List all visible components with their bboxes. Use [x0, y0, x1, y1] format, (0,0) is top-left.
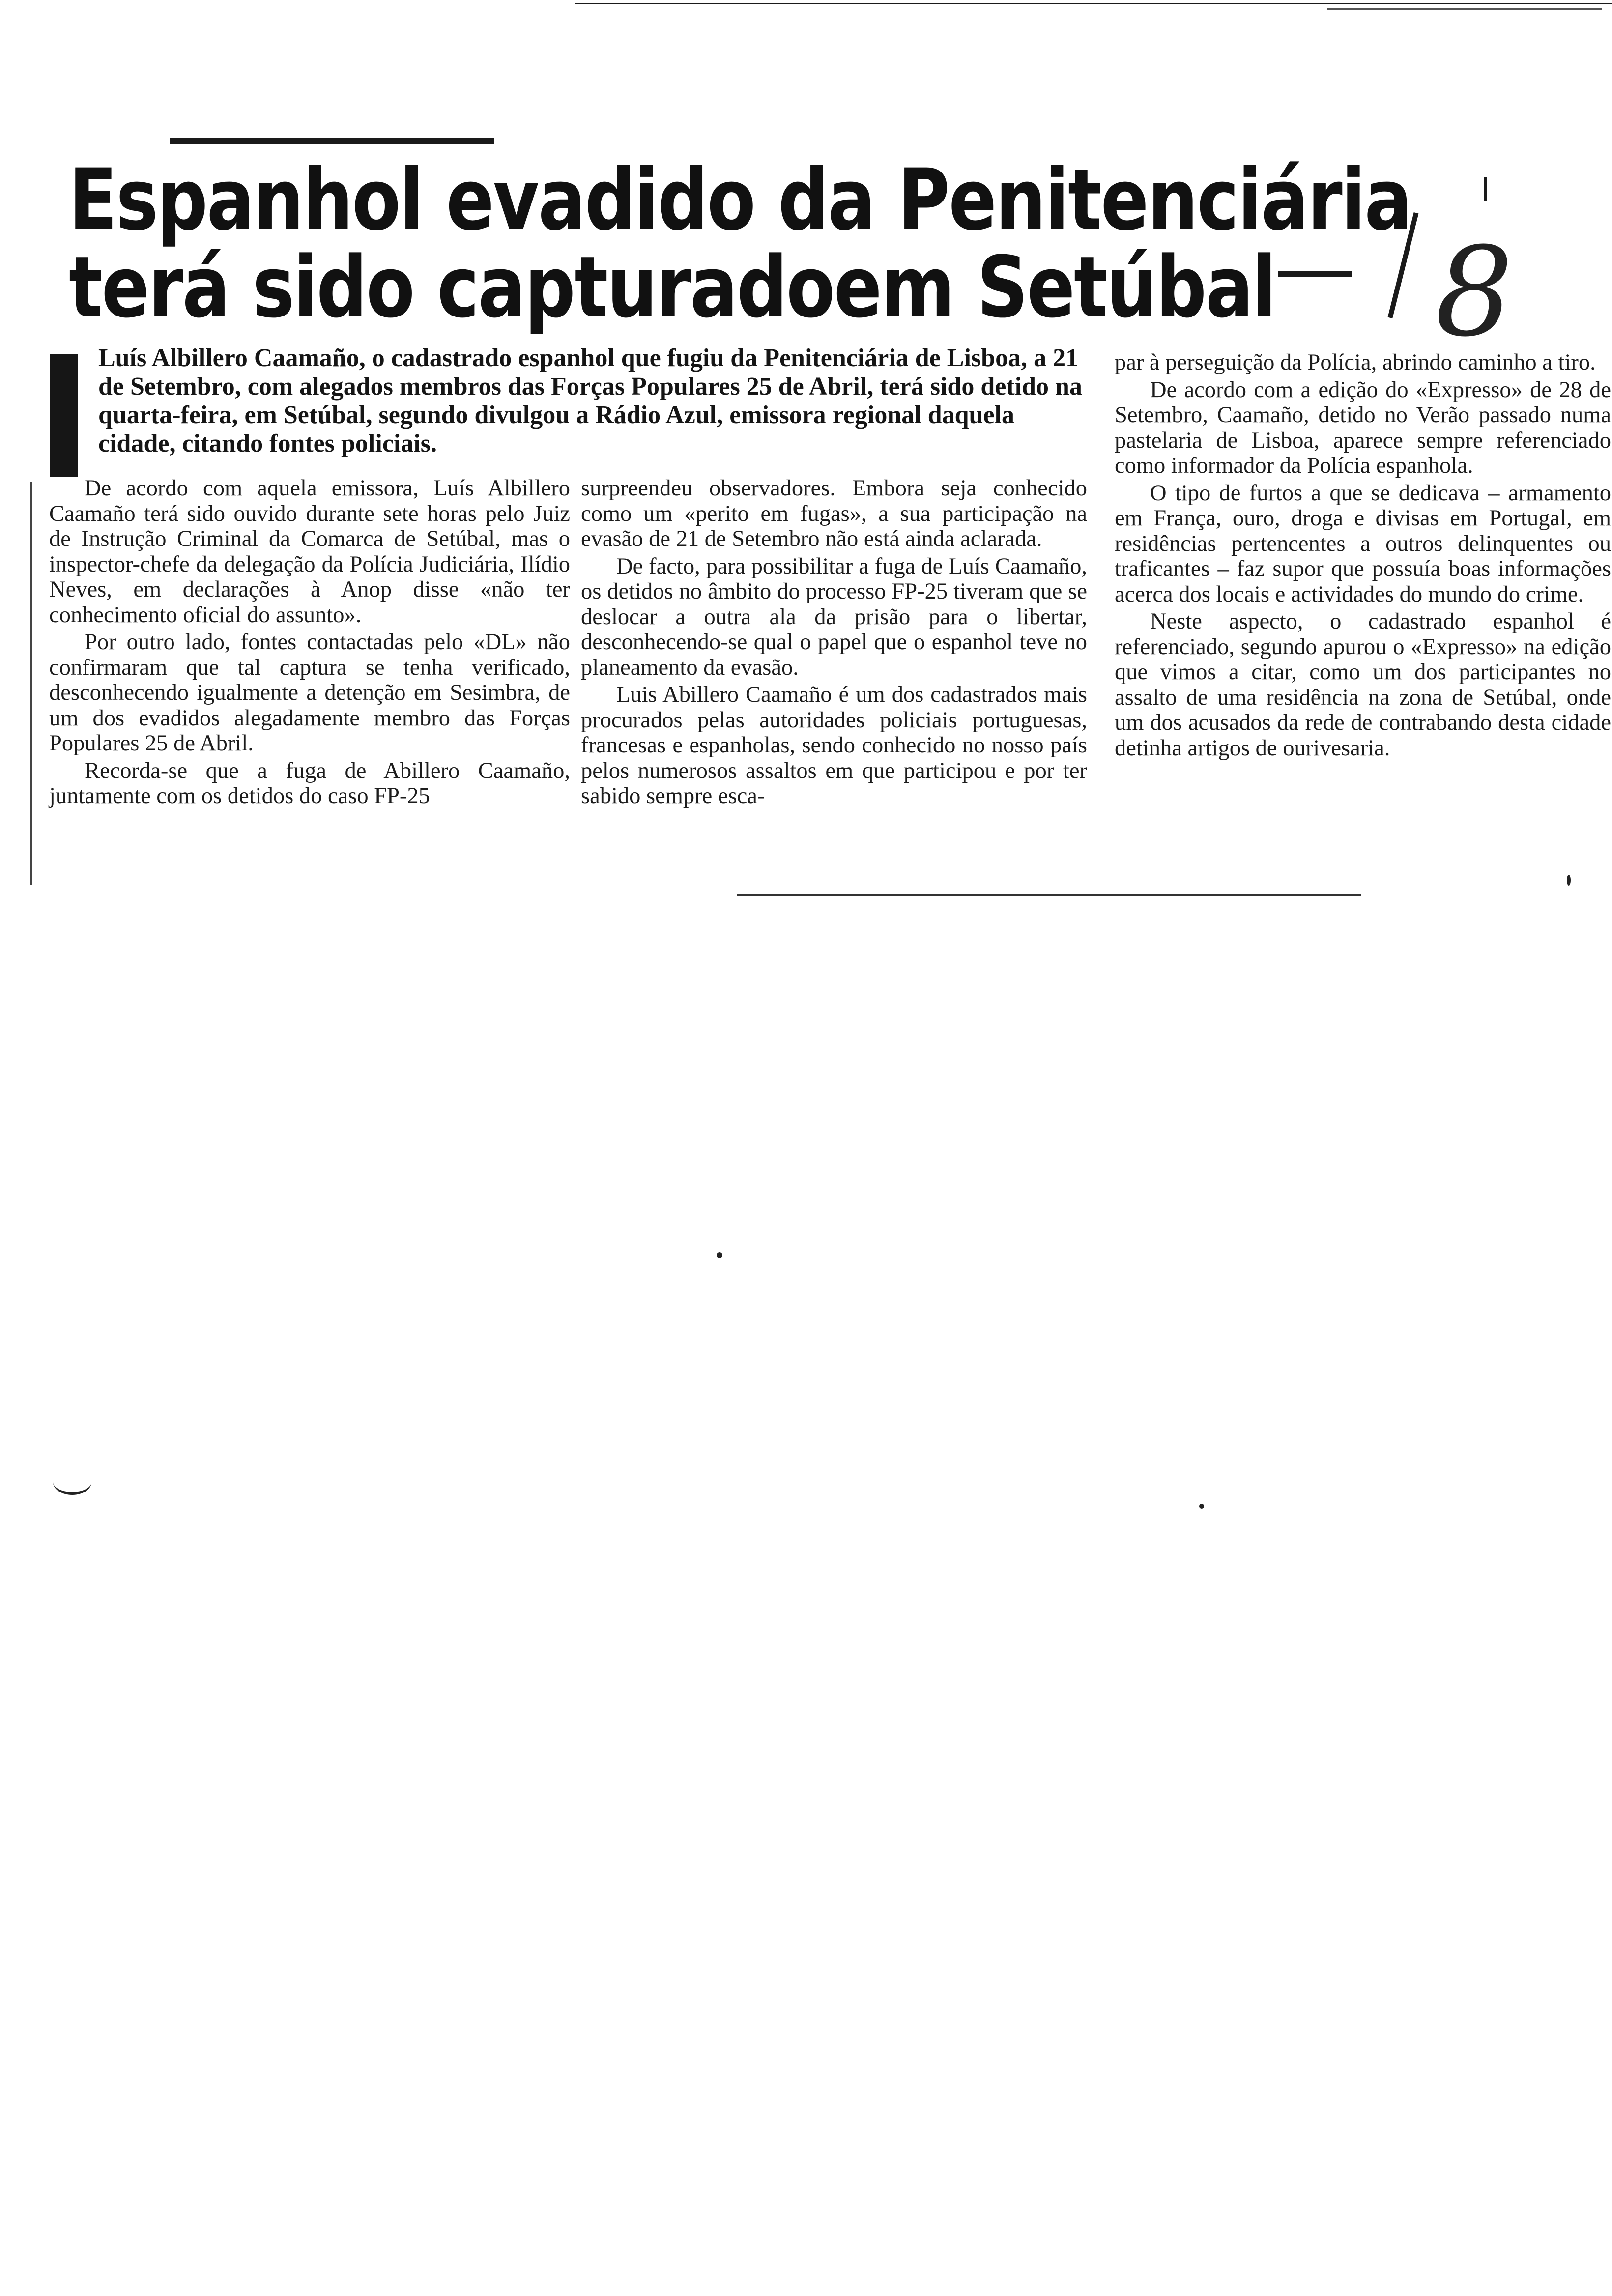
lead-paragraph: Luís Albillero Caamaño, o cadastrado espanhol que fugiu da Penitenciária de Lisboa, a 21 de Setembro, com alegados membros das Forças Populares 25 de Abril, terá sido detido na quarta-feira, em Setúbal, segundo divulgou a Rádio Azul, emissora regional daquela cidade, citando fontes policiais. — [98, 344, 1082, 458]
paragraph: Neste aspecto, o cadastrado espanhol é referenciado, segundo apurou o «Expresso» na edição que vimos a citar, como um dos participantes no assalto de uma residência na zona de Setúbal, onde um dos acusados da rede de contrabando desta cidade detinha artigos de ourivesaria. — [1115, 609, 1611, 761]
paragraph: De acordo com aquela emissora, Luís Albillero Caamaño terá sido ouvido durante sete horas pelo Juiz de Instrução Criminal da Comarca de Setúbal, mas o inspector-chefe da delegação da Polícia Judiciária, Ilídio Neves, em declarações à Anop disse «não ter conhecimento oficial do assunto». — [49, 476, 570, 628]
paragraph: Por outro lado, fontes contactadas pelo «DL» não confirmaram que tal captura se tenha verificado, desconhecendo igualmente a detenção em Sesimbra, de um dos evadidos alegadamente membro das Forças Populares 25 de Abril. — [49, 630, 570, 756]
handwritten-page-number: 8 — [1435, 221, 1514, 364]
article-column-1 — [49, 476, 570, 809]
paragraph: surpreendeu observadores. Embora seja conhecido como um «perito em fugas», a sua participação na evasão de 21 de Setembro não está ainda aclarada. — [581, 476, 1087, 551]
article-column-3 — [1115, 350, 1611, 761]
headline-line-1: Espanhol evadido da Penitenciária — [69, 150, 1411, 249]
margin-tick — [1484, 177, 1487, 201]
article-column-2 — [581, 476, 1087, 809]
hand-dash — [1278, 271, 1352, 277]
top-scan-line — [575, 3, 1612, 4]
paragraph: par à perseguição da Polícia, abrindo caminho a tiro. — [1115, 350, 1596, 375]
paragraph: O tipo de furtos a que se dedicava – armamento em França, ouro, droga e divisas em Portugal, em residências pertencentes a outros delinquentes ou traficantes – faz supor que possuía boas informações acerca dos locais e actividades do mundo do crime. — [1115, 480, 1611, 607]
headline-rule — [170, 138, 494, 144]
top-scan-smudge — [1327, 8, 1602, 10]
curve-mark — [53, 1469, 91, 1495]
scan-speck — [1199, 1504, 1204, 1509]
paragraph: Luis Abillero Caamaño é um dos cadastrados mais procurados pelas autoridades policiais portuguesas, francesas e espanholas, sendo conhecido no nosso país pelos numerosos assaltos em que participou e por ter sabido sempre esca- — [581, 682, 1087, 808]
drop-cap-block — [50, 354, 78, 477]
paragraph: De acordo com a edição do «Expresso» de 28 de Setembro, Caamaño, detido no Verão passado numa pastelaria de Lisboa, aparece sempre referenciado como informador da Polícia espanhola. — [1115, 377, 1611, 478]
bottom-column-rule — [737, 894, 1361, 896]
paragraph: Recorda-se que a fuga de Abillero Caamaño, juntamente com os detidos do caso FP-25 — [49, 758, 570, 808]
headline-line-2: terá sido capturadoem Setúbal — [69, 238, 1275, 337]
scan-speck — [717, 1252, 722, 1258]
scan-speck — [1567, 875, 1571, 886]
paragraph: De facto, para possibilitar a fuga de Luís Caamaño, os detidos no âmbito do processo FP-25 tiveram que se deslocar a outra ala da prisão para o libertar, desconhecendo-se qual o papel que o espanhol teve no planeamento da evasão. — [581, 553, 1087, 680]
left-margin-rule — [30, 482, 32, 885]
